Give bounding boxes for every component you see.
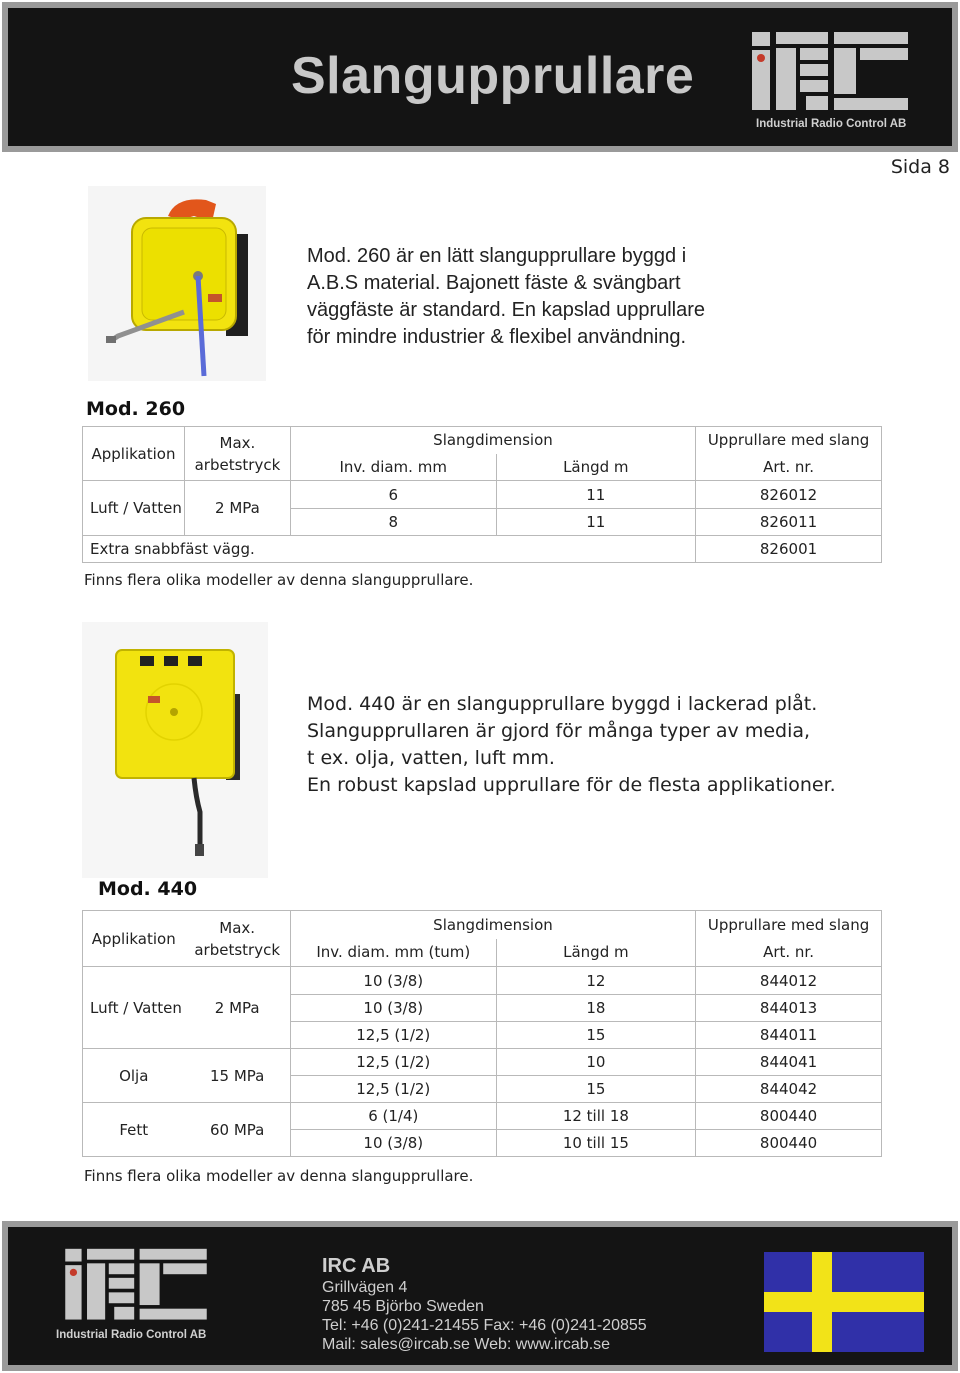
mod440-description-line: Slangupprullaren är gjord för många typer av media, — [307, 720, 811, 742]
cell-langd: 12 — [496, 967, 695, 995]
cell-langd: 18 — [496, 995, 695, 1022]
mod440-description-line: Mod. 440 är en slangupprullare byggd i lackerad plåt. — [307, 693, 818, 715]
cell-applikation: Luft / Vatten — [83, 481, 185, 536]
address-city: 785 45 Björbo Sweden — [322, 1298, 484, 1315]
cell-applikation: Luft / Vatten — [83, 967, 185, 1049]
cell-diam: 10 (3/8) — [290, 1130, 496, 1157]
table-row — [83, 1103, 882, 1130]
company-name: IRC AB — [322, 1255, 391, 1277]
mod260-spec-table — [82, 426, 882, 563]
irc-logo-mark — [750, 30, 910, 116]
cell-artnr: 800440 — [696, 1103, 882, 1130]
cell-langd: 15 — [496, 1076, 695, 1103]
header-max-line2: arbetstryck — [194, 455, 281, 474]
cell-artnr: 826012 — [696, 481, 882, 509]
cell-artnr: 844041 — [696, 1049, 882, 1076]
cell-diam: 6 — [290, 481, 496, 509]
mod260-description-line: för mindre industrier & flexibel användning. — [307, 326, 687, 348]
header-max-tryck — [184, 427, 290, 481]
header-slangdimension: Slangdimension — [290, 911, 695, 939]
mod260-label: Mod. 260 — [86, 398, 186, 420]
cell-langd: 11 — [496, 509, 696, 536]
page-number: Sida 8 — [890, 156, 950, 178]
footer-panel — [8, 1227, 952, 1365]
header-panel — [8, 8, 952, 146]
mod260-description — [307, 243, 705, 351]
cell-tryck: 2 MPa — [184, 967, 290, 1049]
cell-langd: 15 — [496, 1022, 695, 1049]
mod260-description-line: Mod. 260 är en lätt slangupprullare byggd i — [307, 245, 687, 267]
irc-logo — [750, 30, 910, 130]
mod440-description-line: En robust kapslad upprullare för de flesta applikationer. — [307, 774, 836, 796]
header-upprullare: Upprullare med slang — [696, 911, 882, 939]
logo-caption: Industrial Radio Control AB — [56, 1329, 207, 1341]
header-applikation: Applikation — [83, 911, 185, 967]
mod440-label: Mod. 440 — [98, 878, 198, 900]
mod260-description-line: A.B.S material. Bajonett fäste & svängbart — [307, 272, 681, 294]
cell-diam: 10 (3/8) — [290, 967, 496, 995]
cell-applikation: Olja — [83, 1049, 185, 1103]
table-header-row — [83, 427, 882, 454]
cell-langd: 12 till 18 — [496, 1103, 695, 1130]
table-header-row — [83, 911, 882, 939]
header-artnr: Art. nr. — [696, 454, 882, 481]
cell-diam: 10 (3/8) — [290, 995, 496, 1022]
header-inv-diam: Inv. diam. mm (tum) — [290, 939, 496, 967]
mod440-product-image — [82, 622, 268, 878]
contact-mail: Mail: sales@ircab.se Web: www.ircab.se — [322, 1336, 611, 1353]
header-slangdimension: Slangdimension — [290, 427, 695, 454]
irc-logo-footer — [56, 1247, 216, 1341]
mod260-product-image — [88, 186, 266, 381]
header-max-tryck — [184, 911, 290, 967]
cell-extra-label: Extra snabbfäst vägg. — [83, 536, 497, 563]
address-street: Grillvägen 4 — [322, 1279, 408, 1296]
page-title: Slangupprullare — [291, 47, 695, 105]
cell-artnr: 844011 — [696, 1022, 882, 1049]
irc-logo-mark — [56, 1247, 216, 1325]
cell-artnr: 844042 — [696, 1076, 882, 1103]
header-langd: Längd m — [496, 454, 696, 481]
cell-artnr: 844012 — [696, 967, 882, 995]
header-max-line1: Max. — [219, 433, 256, 452]
logo-caption: Industrial Radio Control AB — [756, 118, 907, 130]
swedish-flag-icon — [764, 1252, 924, 1352]
cell-artnr: 800440 — [696, 1130, 882, 1157]
cell-applikation: Fett — [83, 1103, 185, 1157]
header-artnr: Art. nr. — [696, 939, 882, 967]
cell-diam: 12,5 (1/2) — [290, 1022, 496, 1049]
cell-artnr: 826001 — [696, 536, 882, 563]
header-max-line2: arbetstryck — [194, 940, 281, 959]
page-header — [2, 2, 958, 152]
flag-cross-horizontal — [764, 1292, 924, 1312]
header-applikation: Applikation — [83, 427, 185, 481]
cell-diam: 6 (1/4) — [290, 1103, 496, 1130]
contact-phone: Tel: +46 (0)241-21455 Fax: +46 (0)241-20855 — [322, 1317, 647, 1334]
cell-artnr: 826011 — [696, 509, 882, 536]
cell-diam: 8 — [290, 509, 496, 536]
page-footer — [2, 1221, 958, 1371]
mod440-note: Finns flera olika modeller av denna slangupprullare. — [84, 1167, 474, 1185]
cell-tryck: 15 MPa — [184, 1049, 290, 1103]
header-upprullare: Upprullare med slang — [696, 427, 882, 454]
hose-reel-260-illustration — [88, 186, 266, 381]
cell-diam: 12,5 (1/2) — [290, 1049, 496, 1076]
table-row — [83, 536, 882, 563]
mod440-description — [307, 691, 836, 799]
header-max-line1: Max. — [219, 918, 256, 937]
cell-artnr: 844013 — [696, 995, 882, 1022]
cell-tryck: 60 MPa — [184, 1103, 290, 1157]
table-row — [83, 1049, 882, 1076]
header-langd: Längd m — [496, 939, 695, 967]
company-address — [322, 1254, 647, 1354]
cell-diam: 12,5 (1/2) — [290, 1076, 496, 1103]
cell-tryck: 2 MPa — [184, 481, 290, 536]
header-inv-diam: Inv. diam. mm — [290, 454, 496, 481]
table-row — [83, 967, 882, 995]
cell-empty — [496, 536, 696, 563]
mod440-description-line: t ex. olja, vatten, luft mm. — [307, 747, 555, 769]
mod260-note: Finns flera olika modeller av denna slangupprullare. — [84, 571, 474, 589]
cell-langd: 10 till 15 — [496, 1130, 695, 1157]
cell-langd: 11 — [496, 481, 696, 509]
mod440-spec-table — [82, 910, 882, 1157]
mod260-description-line: väggfäste är standard. En kapslad upprullare — [307, 299, 706, 321]
table-row — [83, 481, 882, 509]
hose-reel-440-illustration — [82, 622, 268, 878]
cell-langd: 10 — [496, 1049, 695, 1076]
